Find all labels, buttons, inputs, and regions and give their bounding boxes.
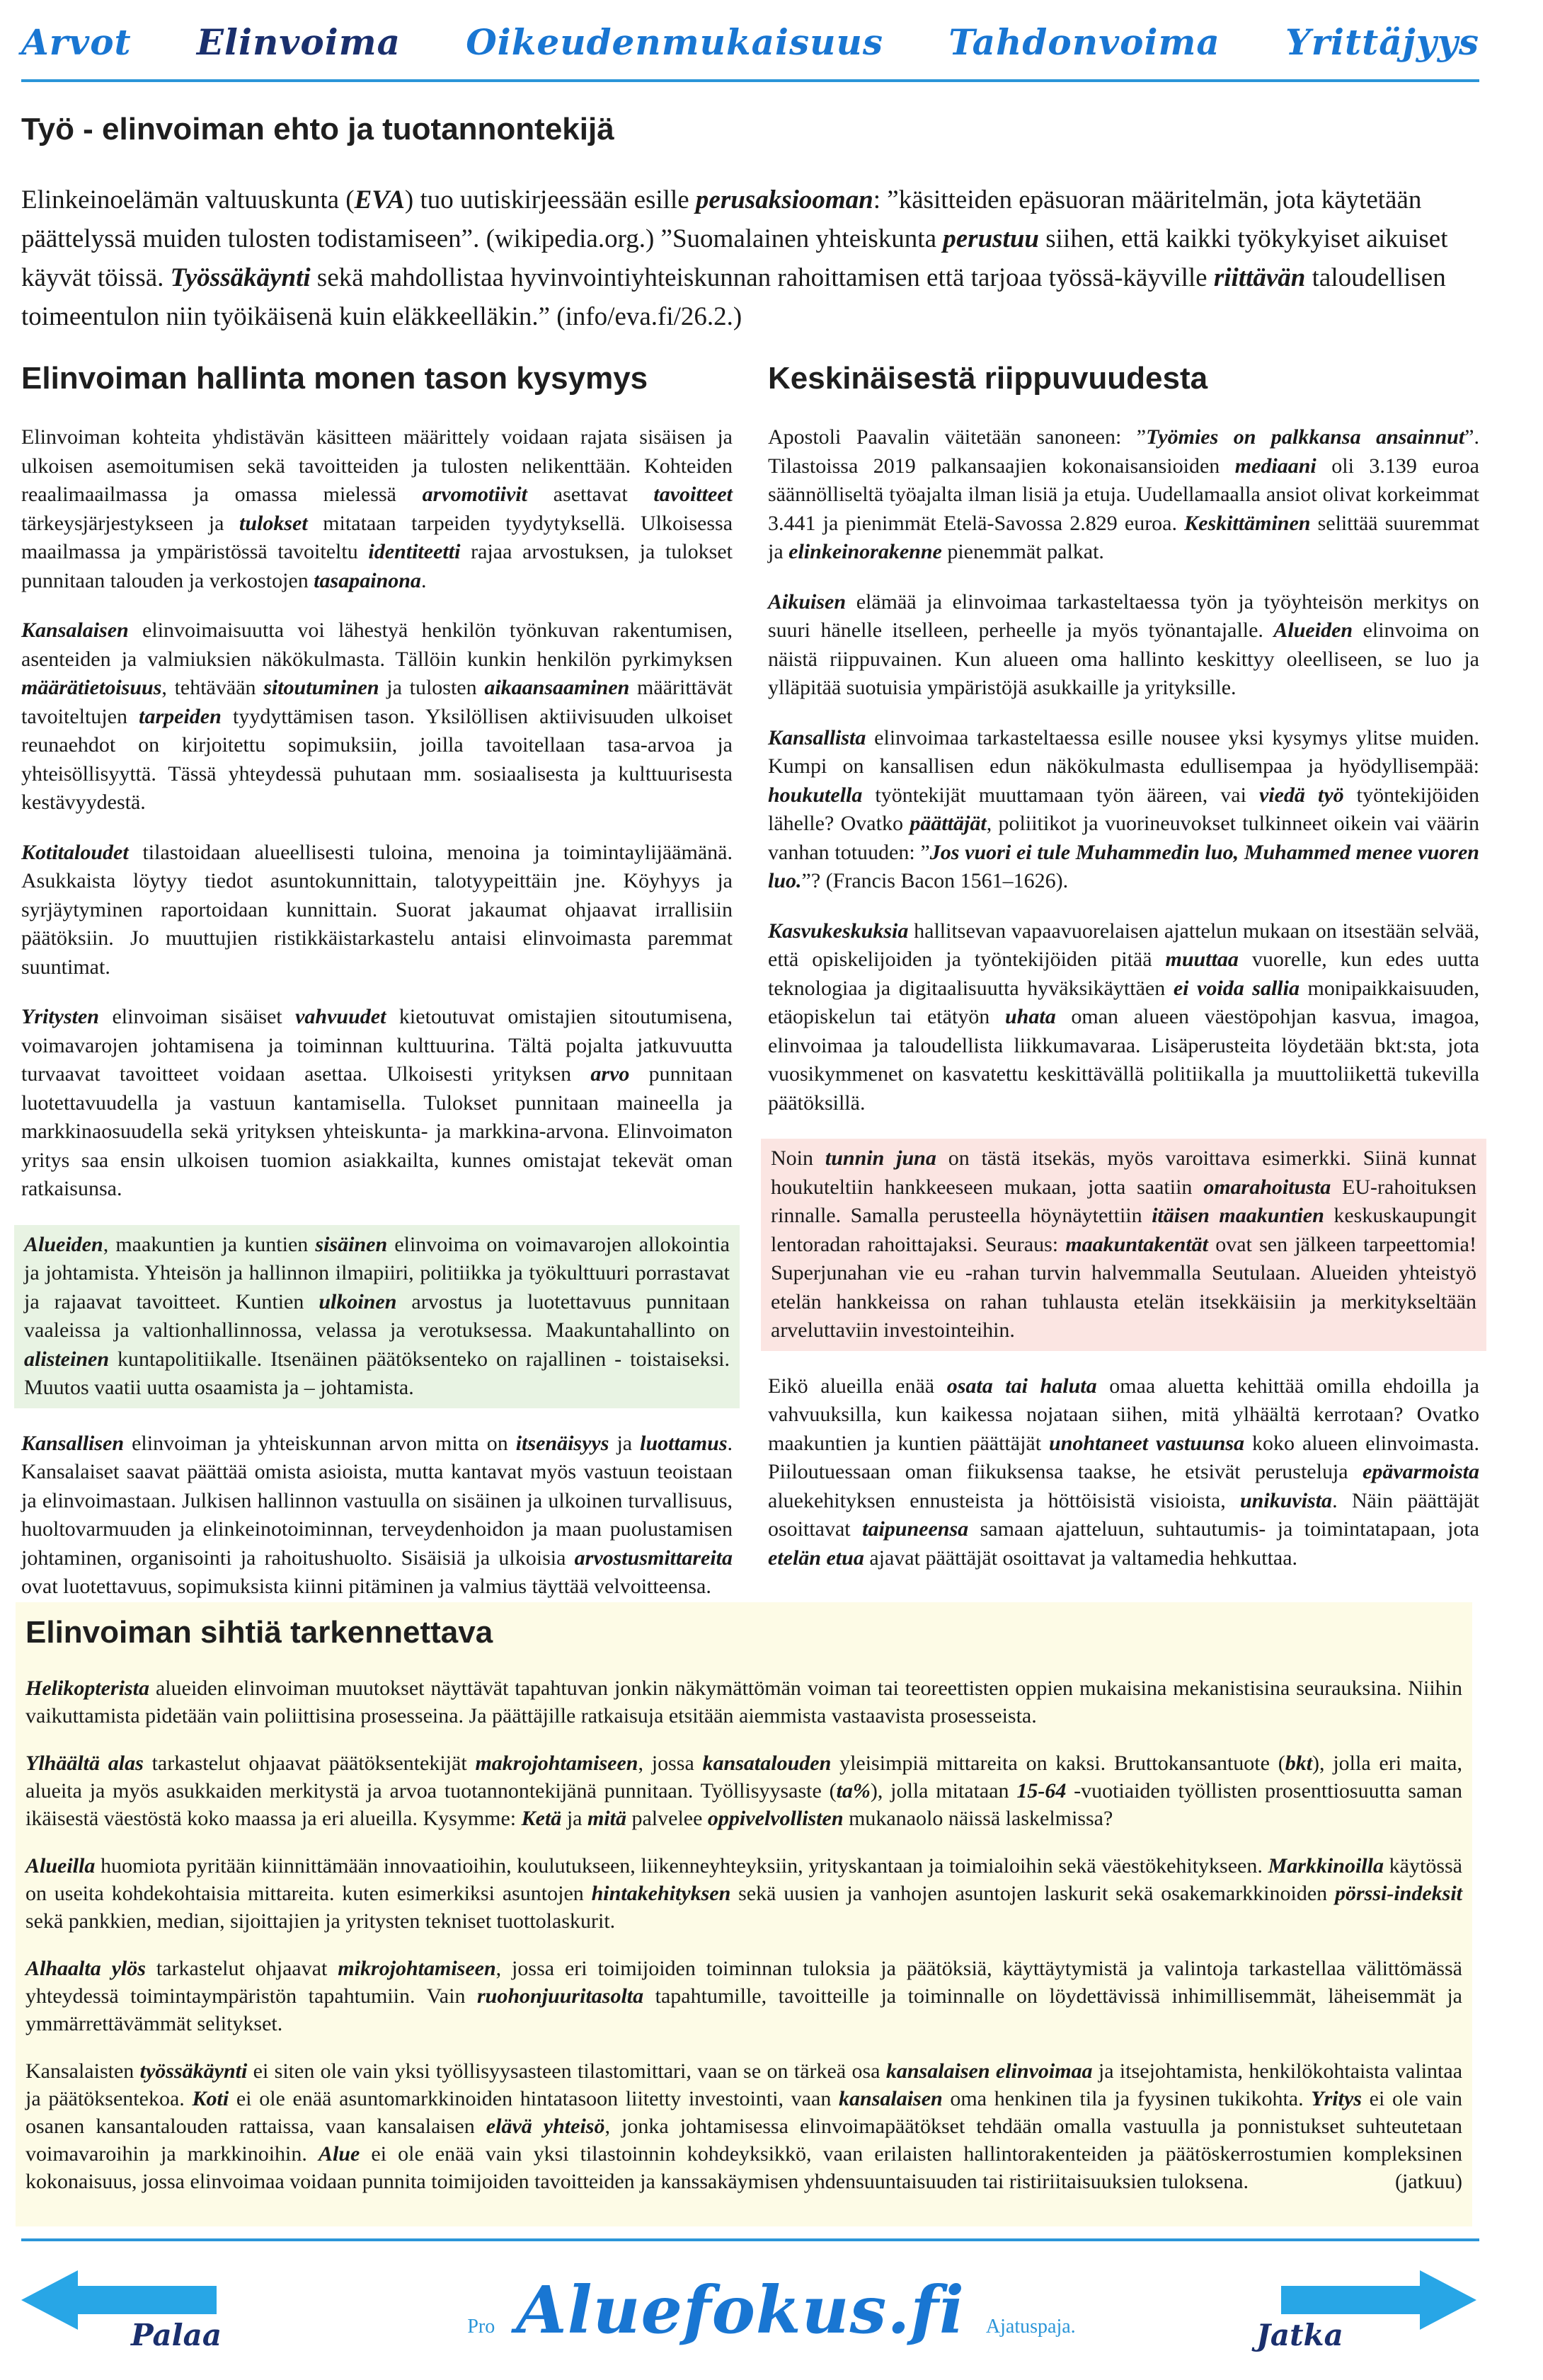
text-run: ja itsejohtamista, henkilökohtaista valintaa ja päätöksentekoa. <box>25 2059 1463 2110</box>
emphasis-text: tavoitteet <box>653 483 733 506</box>
emphasis-text: riittävän <box>1213 263 1306 292</box>
text-run: . Kansalaiset saavat päättää omista asioista, mutta kantavat myös vastuun teoistaan ja elinvoimastaan. Julkisen hallinnon vastuulla on sisäinen ja ulkoinen turvallisuus, huoltovarmuuden ja elinkeinotoiminnan, terveydenhoidon ja maan puolustamisen johtaminen, organisointi ja rahoitushuolto. Sisäisiä ja ulkoisia <box>21 1431 733 1570</box>
text-run: , jossa <box>638 1752 703 1775</box>
emphasis-text: bkt <box>1285 1752 1313 1775</box>
text-run: Kansalaisten <box>25 2059 140 2083</box>
text-run: samaan ajatteluun, suhtautumis- ja toimintatapaan, jota <box>968 1517 1479 1541</box>
nav-link-tahdonvoima[interactable]: Tahdonvoima <box>948 21 1220 63</box>
emphasis-text: Kasvukeskuksia <box>768 919 909 943</box>
paragraph <box>21 1430 733 1602</box>
paragraph <box>25 1955 1462 2037</box>
text-run: ”? (Francis Bacon 1561–1626). <box>801 869 1069 892</box>
brand-tagline: Ajatuspaja. <box>985 2316 1076 2338</box>
text-run: ei siten ole vain yksi työllisyysasteen tilastomittari, vaan se on tärkeä osa <box>247 2059 886 2083</box>
text-run: asettavat <box>527 483 654 506</box>
continued-marker: (jatkuu) <box>1395 2170 1462 2193</box>
emphasis-text: perusaksiooman <box>695 185 873 214</box>
emphasis-text: arvomotiivit <box>422 483 527 506</box>
text-run: ei ole enää asuntomarkkinoiden hintatasoon liitetty investointi, vaan <box>229 2087 839 2110</box>
emphasis-text: luottamus <box>640 1431 728 1455</box>
emphasis-text: Keskittäminen <box>1184 511 1311 535</box>
text-run: mitataan tarpeiden tyydytyksellä. Ulkoisessa maailmassa ja ympäristössä tavoiteltu <box>21 511 733 563</box>
left-paragraphs <box>21 423 733 1602</box>
text-run: arvostus ja luotettavuus punnitaan vaaleissa ja valtionhallinnossa, velassa ja verotuksessa. Maakuntahallinto on <box>24 1289 730 1342</box>
text-run: . <box>420 568 427 592</box>
text-run: EU-rahoituksen rinnalle. Samalla perusteella höynäytettiin <box>771 1175 1477 1227</box>
paragraph <box>768 588 1479 703</box>
emphasis-text: tasapainona <box>314 568 421 592</box>
text-run: Eikö alueilla enää <box>768 1374 947 1398</box>
text-run: määrittävät tavoiteltujen <box>21 676 733 728</box>
emphasis-text: Työssäkäynti <box>170 263 311 292</box>
emphasis-text: makrojohtamiseen <box>475 1752 638 1775</box>
paragraph <box>21 616 733 817</box>
nav-link-elinvoima[interactable]: Elinvoima <box>196 21 401 63</box>
emphasis-text: Ketä <box>521 1807 562 1830</box>
text-run: oma henkinen tila ja fyysinen tukikohta. <box>942 2087 1312 2110</box>
emphasis-text: Helikopterista <box>25 1677 149 1700</box>
text-run: tarkastelut ohjaavat päätöksentekijät <box>143 1752 476 1775</box>
next-link[interactable]: Jatka <box>1256 2318 1343 2352</box>
paragraph <box>21 423 733 595</box>
emphasis-text: mitä <box>587 1807 626 1830</box>
emphasis-text: päättäjät <box>910 812 987 835</box>
brand-pro: Pro <box>467 2316 495 2338</box>
emphasis-text: Kansallisen <box>21 1431 125 1455</box>
emphasis-text: perustuu <box>943 224 1039 253</box>
bottom-divider <box>21 2238 1479 2241</box>
text-run: tilastoidaan alueellisesti tuloina, menoina ja toimintaylijäämänä. Asukkaista löytyy tiedot asuntokunnittain, talotyypeittäin jne. Köyhyys ja syrjäytyminen raportoidaan kunnittain. Suorat jakaumat ohjaavat irrallisiin päätöksiin. Jo muuttujien ristikkäistarkastelu antaisi elinvoimasta paremmat suuntimat. <box>21 840 733 979</box>
text-run: ”. Tilastoissa 2019 palkansaajien kokonaisansioiden <box>768 425 1479 478</box>
text-run: palvelee <box>626 1807 708 1830</box>
emphasis-text: uhata <box>1004 1005 1056 1028</box>
text-run: pienemmät palkat. <box>941 540 1104 563</box>
text-run: elinvoima on näistä riippuvainen. Kun alueen oma hallinto keskittyy oleelliseen, se luo ja ylläpitää suotuisia ympäristöjä asukkaille ja yrityksille. <box>768 619 1479 699</box>
emphasis-text: elinkeinorakenne <box>788 540 942 563</box>
text-run: ajavat päättäjät osoittavat ja valtamedia hehkuttaa. <box>864 1546 1298 1570</box>
paragraph <box>14 1225 740 1408</box>
text-run: elinvoima on voimavarojen allokointia ja johtamista. Yhteisön ja hallinnon ilmapiiri, politiikka ja työkulttuuri porrastavat ja rajaavat tavoitteet. Kuntien <box>24 1232 730 1313</box>
text-run: -vuotiaiden työllisten prosenttiosuutta saman ikäisestä väestöstä koko maassa ja eri alueilla. Kysymme: <box>25 1779 1463 1830</box>
text-run: , jonka johtamisessa elinvoimapäätökset tehdään omalla vastuulla ja ponnistukset suhteutetaan voimavaroihin ja markkinoihin. <box>25 2115 1462 2166</box>
emphasis-text: ruohonjuuritasolta <box>477 1984 644 2008</box>
text-run: , tehtävään <box>161 676 264 699</box>
emphasis-text: tulokset <box>239 511 308 535</box>
text-run: punnitaan luotettavuudella ja vastuun kantamisella. Tulokset punnitaan maineella ja markkinaosuudella sekä yrityksen yhteiskunta- ja markkina-arvona. Elinvoimaton yritys saa ensin ulkoisen tuomion asiakkailta, kunnes omistajat tekevät oman ratkaisunsa. <box>21 1062 733 1200</box>
text-run: sekä pankkien, median, sijoittajien ja yritysten tekniset tuottolaskurit. <box>25 1909 616 1933</box>
text-run: Apostoli Paavalin väitetään sanoneen: ” <box>768 425 1147 449</box>
text-run: elinvoimaa tarkasteltaessa esille nousee yksi kysymys ylitse muiden. Kumpi on kansallisen edun näkökulmasta edullisempaa ja hyödyllisempää: <box>768 725 1479 778</box>
page-title: Työ - elinvoiman ehto ja tuotannontekijä <box>21 112 614 146</box>
emphasis-text: itsenäisyys <box>515 1431 609 1455</box>
emphasis-text: hintakehityksen <box>591 1882 731 1905</box>
emphasis-text: määrätietoisuus <box>21 676 162 699</box>
text-run: , maakuntien ja kuntien <box>103 1232 316 1256</box>
emphasis-text: Kansallista <box>768 725 866 749</box>
text-run: huomiota pyritään kiinnittämään innovaatioihin, koulutukseen, liikenneyhteyksiin, yrityskantaan ja toimialoihin sekä väestökehitykseen. <box>95 1854 1268 1878</box>
text-run: ovat luotettavuus, sopimuksista kiinni pitäminen ja valmius täyttää velvoitteensa. <box>21 1575 711 1598</box>
emphasis-text: alisteinen <box>24 1347 110 1371</box>
brand-block <box>453 2272 1090 2357</box>
paragraph <box>25 1749 1462 1832</box>
right-paragraphs <box>768 423 1479 1573</box>
emphasis-text: sisäinen <box>315 1232 388 1256</box>
back-link[interactable]: Palaa <box>131 2318 222 2352</box>
emphasis-text: kansalaisen elinvoimaa <box>885 2059 1093 2083</box>
top-divider <box>21 79 1479 82</box>
text-run: työntekijöiden lähelle? Ovatko <box>768 783 1479 835</box>
emphasis-text: Kansalaisen <box>21 619 129 642</box>
emphasis-text: ulkoinen <box>319 1289 397 1313</box>
emphasis-text: identiteetti <box>368 540 461 563</box>
text-run: kuntapolitiikalle. Itsenäinen päätöksenteko on rajallinen - toistaiseksi. Muutos vaatii uutta osaamista ja – johtamista. <box>24 1347 730 1399</box>
back-arrow-icon[interactable] <box>21 2270 78 2330</box>
text-run: ei ole enää vain yksi tilastoinnin kohdeyksikkö, vaan erilaisten hallintorakenteiden ja päätöskerrostumien kompleksinen kokonaisuus, jossa elinvoimaa voidaan punnita toimijoiden tavoitteiden ja kanssakäymisen yhdensuuntaisuuden tai ristiriitaisuuksien tuloksena. <box>25 2142 1462 2193</box>
text-run: ), jolla eri maita, alueita ja myös asukkaiden merkitystä ja arvoa tuotannontekijänä punnitaan. Työllisyysaste ( <box>25 1752 1462 1803</box>
bottom-heading: Elinvoiman sihtiä tarkennettava <box>25 1615 493 1650</box>
bottom-section <box>16 1602 1472 2226</box>
nav-link-oikeudenmukaisuus[interactable]: Oikeudenmukaisuus <box>466 21 884 63</box>
top-navigation <box>21 10 1479 74</box>
emphasis-text: maakuntakentät <box>1065 1232 1209 1256</box>
emphasis-text: sitoutuminen <box>263 676 379 699</box>
emphasis-text: muuttaa <box>1165 948 1239 971</box>
text-run: ei ole vain osanen kansantalouden rattaissa, vaan kansalaisen <box>25 2087 1462 2138</box>
emphasis-text: taipuneensa <box>862 1517 969 1541</box>
text-run: ), jolla mitataan <box>870 1779 1017 1803</box>
text-run: aluekehityksen ennusteista ja höttöisistä visioista, <box>768 1488 1240 1512</box>
text-run: tarkastelut ohjaavat <box>145 1957 338 1980</box>
text-run: : ”käsitteiden epäsuoran määritelmän, jota käytetään päättelyssä muiden tulosten todistamiseen”. (wikipedia.org.) ”Suomalainen yhteiskunta <box>21 185 1422 253</box>
text-run: yleisimpiä mittareita on kaksi. Bruttokansantuote ( <box>831 1752 1285 1775</box>
emphasis-text: Yritysten <box>21 1005 99 1028</box>
emphasis-text: Alueiden <box>24 1232 103 1256</box>
text-run: elämää ja elinvoimaa tarkasteltaessa työn ja työyhteisön merkitys on suuri hänelle itselleen, perheelle ja myös työnantajalle. <box>768 590 1479 642</box>
emphasis-text: osata tai haluta <box>946 1374 1097 1398</box>
emphasis-text: vahvuudet <box>295 1005 386 1028</box>
text-run: siihen, että kaikki työkykyiset aikuiset käyvät töissä. <box>21 224 1448 292</box>
paragraph <box>768 917 1479 1118</box>
text-run: tärkeysjärjestykseen ja <box>21 511 240 535</box>
emphasis-text: mikrojohtamiseen <box>338 1957 496 1980</box>
emphasis-text: arvostusmittareita <box>574 1546 733 1570</box>
text-run: ) tuo uutiskirjeessään esille <box>404 185 696 214</box>
right-heading: Keskinäisestä riippuvuudesta <box>768 361 1208 396</box>
paragraph <box>768 423 1479 567</box>
emphasis-text: viedä työ <box>1258 783 1344 807</box>
emphasis-text: pörssi-indeksit <box>1334 1882 1463 1905</box>
emphasis-text: oppivelvollisten <box>707 1807 844 1830</box>
text-run: rajaa arvostuksen, ja tulokset punnitaan talouden ja verkostojen <box>21 540 733 592</box>
text-run: alueiden elinvoiman muutokset näyttävät tapahtuvan jonkin näkymättömän voiman tai teoreettisten oppien mukaisina mekanistisina seurauksina. Niihin vaikuttamista pidetään vain poliittisina prosesseina. Ja päättäjille ratkaisuja etsitään aiemmista vastaavista prosesseista. <box>25 1677 1462 1727</box>
text-run: oman alueen väestöpohjan kasvua, imagoa, elinvoimaa ja taloudellista liikkumavaraa. Lisäperusteita löydetään bkt:sta, jota vuosikymmenet on kasvatettu keskittävällä politiikalla ja muuttoliikettä tukevilla päätöksillä. <box>768 1005 1479 1115</box>
nav-link-yrittajyys[interactable]: Yrittäjyys <box>1285 21 1479 63</box>
emphasis-text: EVA <box>354 185 405 214</box>
emphasis-text: Ylhäältä alas <box>25 1752 144 1775</box>
text-run: kietoutuvat omistajien sitoutumisena, voimavarojen johtamisena ja toiminnan kulttuurina. Tältä pojalta jatkuvuutta turvaavat tavoitteet voidaan asettaa. Ulkoisesti yrityksen <box>21 1005 733 1086</box>
emphasis-text: ta% <box>836 1779 871 1803</box>
text-run: Noin <box>771 1146 825 1170</box>
next-arrow-shaft[interactable] <box>1281 2286 1423 2314</box>
paragraph <box>21 839 733 982</box>
emphasis-text: tarpeiden <box>139 704 222 728</box>
emphasis-text: kansatalouden <box>702 1752 832 1775</box>
emphasis-text: epävarmoista <box>1363 1460 1479 1483</box>
nav-link-arvot[interactable]: Arvot <box>21 21 132 63</box>
emphasis-text: Alueiden <box>1273 619 1353 642</box>
text-run: keskuskaupungit lentoradan rahoittajaksi. Seuraus: <box>771 1204 1476 1256</box>
right-column <box>768 361 1479 1594</box>
emphasis-text: Kotitaloudet <box>21 840 129 864</box>
emphasis-text: elävä yhteisö <box>486 2115 605 2138</box>
next-arrow-icon[interactable] <box>1420 2270 1476 2330</box>
emphasis-text: Koti <box>192 2087 229 2110</box>
text-run: mukanaolo näissä laskelmissa? <box>843 1807 1113 1830</box>
emphasis-text: houkutella <box>768 783 863 807</box>
text-run: sekä mahdollistaa hyvinvointiyhteiskunnan rahoittamisen että tarjoaa työssä-käyville <box>310 263 1214 292</box>
text-run: sekä uusien ja vanhojen asuntojen laskurit sekä osakemarkkinoiden <box>730 1882 1335 1905</box>
text-run: omaa aluetta kehittää omilla ehdoilla ja vahvuuksilla, kun kaikessa nojataan siihen, mitä ylhäältä kerrotaan? Ovatko maakuntien ja kuntien päättäjät <box>768 1374 1479 1455</box>
text-run: tapahtumille, tavoitteille ja toiminnalle on löydettävissä inhimillisemmät, läheisemmät ja ymmärrettävämmät selitykset. <box>25 1984 1462 2035</box>
emphasis-text: unikuvista <box>1240 1488 1333 1512</box>
text-run: työntekijät muuttamaan työn ääreen, vai <box>862 783 1259 807</box>
text-run: oli 3.139 euroa säännölliseltä työajalta ilman lisiä ja etuja. Uudellamaalla ansiot olivat korkeimmat 3.441 ja pienimmät Etelä-Savossa 2.829 euroa. <box>768 454 1479 535</box>
bottom-paragraphs <box>25 1674 1462 2195</box>
left-heading: Elinvoiman hallinta monen tason kysymys <box>21 361 648 396</box>
text-run: ja <box>561 1807 587 1830</box>
text-run: Elinkeinoelämän valtuuskunta ( <box>21 185 355 214</box>
text-run: hallitsevan vapaavuorelaisen ajattelun mukaan on itsestään selvää, että opiskelijoiden ja työntekijöiden pitää <box>768 919 1479 971</box>
text-run: vuorelle, kun edes uutta teknologiaa ja digitaalisuutta hyväksikäyttäen <box>768 948 1479 1000</box>
text-run: koko alueen elinvoimasta. Piiloutuessaan oman fiikuksensa taakse, he etsivät perusteluja <box>768 1431 1479 1483</box>
text-run: Elinvoiman kohteita yhdistävän käsitteen määrittely voidaan rajata sisäisen ja ulkoisen asemoitumisen sekä tavoitteiden ja tulosten nelikenttään. Kohteiden reaalimaailmassa ja omassa mielessä <box>21 425 733 506</box>
emphasis-text: etelän etua <box>768 1546 864 1570</box>
emphasis-text: unohtaneet vastuunsa <box>1049 1431 1245 1455</box>
emphasis-text: mediaani <box>1234 454 1317 478</box>
text-run: on tästä itsekäs, myös varoittava esimerkki. Siinä kunnat houkuteltiin hankkeeseen mukaan, jotta saatiin <box>771 1146 1476 1199</box>
emphasis-text: Alue <box>318 2142 360 2166</box>
text-run: , jossa eri toimijoiden toiminnan tuloksia ja päätöksiä, käyttäytymistä ja valintoja tarkastellaa välittömässä yhteydessä toimintaympäristön tapahtumiin. Vain <box>25 1957 1462 2008</box>
text-run: tyydyttämisen tason. Yksilöllisen aktiivisuuden ulkoiset reunaehdot on kirjoitettu sopimuksiin, joilla tavoitellaan tasa-arvoa ja yhteisöllisyyttä. Tässä yhteydessä puhutaan mm. sosiaalisesta ja kulttuurisesta kestävyydestä. <box>21 704 733 814</box>
text-run: elinvoimaisuutta voi lähestyä henkilön työnkuvan rakentumisen, asenteiden ja valmiuksien näkökulmasta. Tällöin kunkin henkilön pyrkimyksen <box>21 619 733 671</box>
left-column <box>21 361 733 1623</box>
emphasis-text: arvo <box>590 1062 630 1086</box>
intro-paragraph <box>21 180 1472 336</box>
text-run: ja tulosten <box>379 676 485 699</box>
paragraph <box>768 1372 1479 1573</box>
emphasis-text: tunnin juna <box>825 1146 936 1170</box>
emphasis-text: Alueilla <box>25 1854 96 1878</box>
text-run: ovat sen jälkeen tarpeettomia! Superjunahan vie eu -rahan turvin halvemmalla Seutulaan. Alueiden yhteistyö etelän hankkeissa on rahan tuhlausta etelän itsekkäisiin ja merkitykseltään arveluttaviin investointeihin. <box>771 1232 1476 1342</box>
back-arrow-shaft[interactable] <box>75 2286 217 2314</box>
emphasis-text: omarahoitusta <box>1203 1175 1331 1199</box>
paragraph <box>25 1852 1462 1935</box>
site-logo[interactable]: Aluefokus.fi <box>516 2272 965 2348</box>
text-run: elinvoiman sisäiset <box>99 1005 296 1028</box>
text-run: , poliitikot ja vuorineuvokset tulkinneet oikein vai väärin vanhan totuuden: ” <box>768 812 1479 864</box>
emphasis-text: kansalaisen <box>839 2087 943 2110</box>
text-run: selittää suuremmat ja <box>768 511 1479 563</box>
emphasis-text: 15-64 <box>1016 1779 1067 1803</box>
text-run: elinvoiman ja yhteiskunnan arvon mitta on <box>124 1431 516 1455</box>
paragraph <box>761 1139 1486 1351</box>
paragraph <box>768 724 1479 896</box>
emphasis-text: Jos vuori ei tule Muhammedin luo, Muhammed menee vuoren luo. <box>768 840 1479 892</box>
emphasis-text: Työmies on palkkansa ansainnut <box>1146 425 1465 449</box>
text-run: taloudellisen toimeentulon niin työikäisenä kuin eläkkeelläkin.” (info/eva.fi/26.2.) <box>21 263 1446 331</box>
paragraph <box>25 2057 1462 2195</box>
text-run: ja <box>609 1431 641 1455</box>
text-run: käytössä on useita kohdekohtaisia mittareita. kuten esimerkiksi asuntojen <box>25 1854 1462 1905</box>
paragraph <box>25 1674 1462 1730</box>
emphasis-text: Yritys <box>1311 2087 1362 2110</box>
emphasis-text: Alhaalta ylös <box>25 1957 146 1980</box>
footer <box>0 2243 1543 2378</box>
emphasis-text: Aikuisen <box>768 590 847 614</box>
emphasis-text: Markkinoilla <box>1268 1854 1384 1878</box>
emphasis-text: aikaansaaminen <box>484 676 630 699</box>
paragraph <box>21 1003 733 1204</box>
text-run: monipaikkaisuuden, etäopiskelun tai etätyön <box>768 976 1479 1028</box>
emphasis-text: itäisen maakuntien <box>1152 1204 1324 1227</box>
emphasis-text: ei voida sallia <box>1173 976 1300 1000</box>
emphasis-text: työssäkäynti <box>139 2059 248 2083</box>
text-run: . Näin päättäjät osoittavat <box>768 1488 1479 1541</box>
